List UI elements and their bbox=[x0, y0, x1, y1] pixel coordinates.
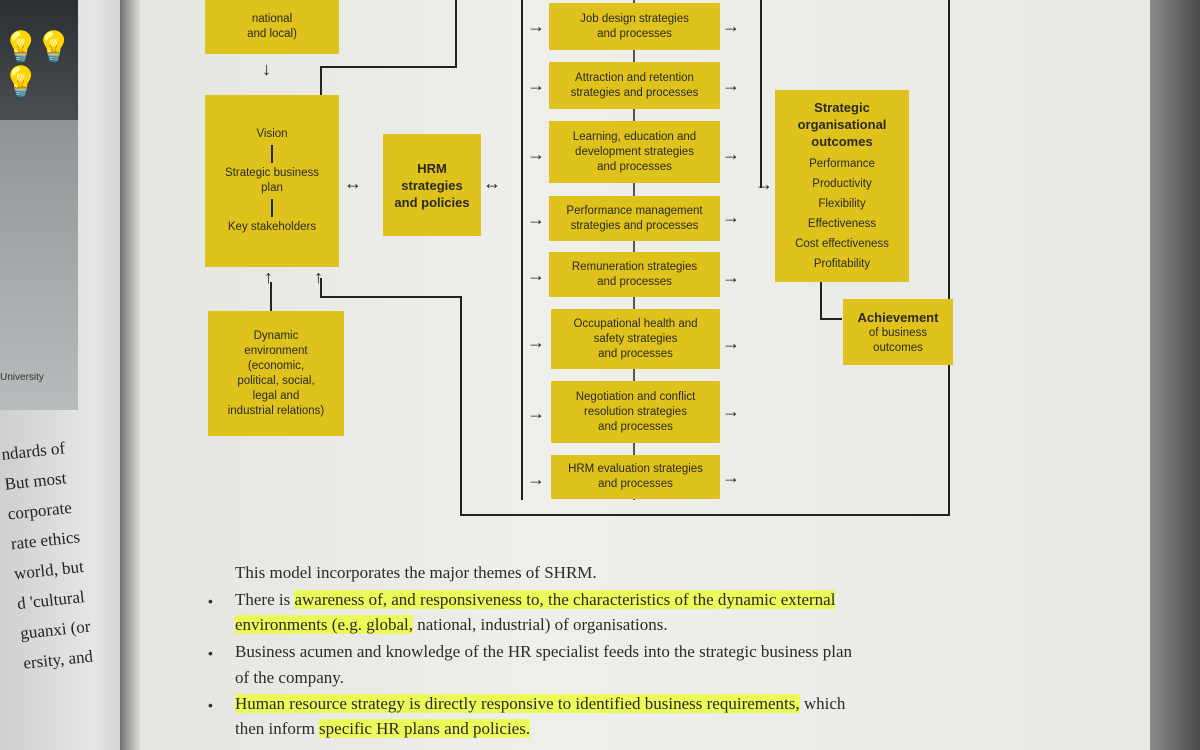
highlighted-text: awareness of, and responsiveness to, the characteristics of the dynamic external bbox=[294, 590, 836, 609]
left-line: rate ethics bbox=[9, 527, 81, 554]
left-page-text bbox=[0, 429, 134, 679]
strategy-line: safety strategies bbox=[593, 332, 678, 345]
strategy-line: development strategies bbox=[575, 145, 694, 158]
left-line: ersity, and bbox=[22, 646, 94, 673]
strategy-box bbox=[551, 381, 720, 443]
arrow-right-icon: → bbox=[722, 75, 740, 95]
environment-line: political, social, bbox=[237, 374, 315, 387]
strategy-line: Job design strategies bbox=[580, 12, 689, 25]
left-page bbox=[0, 0, 135, 750]
bullet-text-3-cont bbox=[235, 719, 530, 739]
strategy-box bbox=[549, 62, 720, 109]
strategy-line: Remuneration strategies bbox=[571, 260, 698, 273]
strategy-line: strategies and processes bbox=[570, 86, 699, 99]
outcome-item: Cost effectiveness bbox=[795, 237, 889, 250]
left-line: ndards of bbox=[0, 438, 66, 464]
strategy-box bbox=[551, 455, 720, 499]
outcome-item: Flexibility bbox=[818, 197, 866, 210]
connector-top-h bbox=[320, 66, 457, 68]
vision-box bbox=[205, 95, 339, 267]
double-arrow-icon: ↔ bbox=[344, 173, 362, 193]
outcomes-title: Strategic bbox=[814, 99, 870, 115]
connector-top bbox=[455, 0, 457, 66]
environment-line: industrial relations) bbox=[227, 404, 325, 417]
arrow-right-icon: → bbox=[722, 16, 740, 36]
strategy-line: strategies and processes bbox=[570, 219, 699, 232]
strategy-line: Negotiation and conflict bbox=[575, 390, 696, 403]
bullet-text-1-cont bbox=[235, 615, 668, 635]
divider-line bbox=[271, 199, 273, 217]
context-line: and local) bbox=[247, 28, 297, 40]
strategy-box bbox=[549, 196, 720, 241]
outcomes-bus bbox=[760, 0, 762, 188]
achievement-box bbox=[843, 299, 953, 365]
left-page-photo bbox=[0, 0, 78, 120]
left-page-caption: University bbox=[0, 372, 44, 383]
left-line: d 'cultural bbox=[16, 587, 86, 614]
outcome-item: Performance bbox=[809, 157, 875, 170]
environment-line: legal and bbox=[252, 389, 300, 402]
lightbulbs-icon: 💡💡💡 bbox=[2, 31, 69, 99]
environment-line: environment bbox=[244, 344, 308, 357]
hrm-line: strategies bbox=[401, 177, 463, 193]
feedback-line-h bbox=[322, 296, 462, 298]
double-arrow-icon: ↔ bbox=[483, 173, 501, 193]
achievement-line: outcomes bbox=[873, 341, 923, 354]
arrow-down-icon: ↓ bbox=[262, 59, 271, 79]
strategy-line: and processes bbox=[597, 275, 672, 288]
context-line: national bbox=[251, 13, 293, 25]
context-box bbox=[205, 0, 339, 54]
outcome-item: Effectiveness bbox=[807, 217, 877, 230]
text-span: then inform bbox=[235, 719, 320, 738]
arrow-right-icon: → bbox=[527, 332, 545, 352]
highlighted-text: Human resource strategy is directly responsive to identified business requirements, bbox=[235, 694, 800, 713]
hrm-box bbox=[383, 134, 481, 236]
strategy-line: and processes bbox=[597, 27, 672, 40]
text-span: There is bbox=[235, 590, 295, 609]
strategy-box bbox=[551, 309, 720, 369]
strategy-line: and processes bbox=[597, 160, 672, 173]
bullet-text-2: Business acumen and knowledge of the HR specialist feeds into the strategic business plan bbox=[235, 642, 853, 661]
outcomes-title: outcomes bbox=[811, 133, 873, 149]
arrow-right-icon: → bbox=[722, 333, 740, 353]
arrow-right-icon: → bbox=[722, 207, 740, 227]
background-edge bbox=[1150, 0, 1200, 750]
environment-line: (economic, bbox=[247, 359, 305, 372]
left-line: world, but bbox=[13, 557, 85, 584]
strategy-line: Attraction and retention bbox=[575, 71, 694, 84]
vision-label: Vision bbox=[256, 128, 288, 140]
strategy-line: Occupational health and bbox=[573, 317, 698, 330]
strategy-line: and processes bbox=[598, 347, 673, 360]
text-span: national, industrial) of organisations. bbox=[413, 615, 668, 634]
connector-top-v bbox=[320, 66, 322, 96]
strategy-line: and processes bbox=[598, 478, 673, 490]
text-span: which bbox=[799, 694, 846, 713]
arrow-right-icon: → bbox=[527, 209, 545, 229]
bullet-icon: • bbox=[208, 645, 213, 661]
arrow-right-icon: → bbox=[722, 267, 740, 287]
feedback-line-v bbox=[460, 296, 462, 516]
hrm-line: HRM bbox=[417, 160, 447, 176]
environment-box bbox=[208, 311, 344, 436]
bullet-icon: • bbox=[208, 697, 213, 713]
strategy-box bbox=[549, 3, 720, 50]
arrow-up-icon: ↑ bbox=[264, 267, 273, 287]
intro-text: This model incorporates the major themes of SHRM. bbox=[235, 563, 597, 582]
bullet-text-2-cont: of the company. bbox=[235, 668, 344, 687]
strategy-line: HRM evaluation strategies bbox=[568, 463, 703, 475]
strategy-line: resolution strategies bbox=[584, 405, 687, 418]
achievement-line: of business bbox=[868, 326, 928, 339]
arrow-right-icon: → bbox=[527, 403, 545, 423]
left-line: corporate bbox=[6, 497, 73, 524]
strategy-box bbox=[549, 252, 720, 297]
divider-line bbox=[271, 145, 273, 163]
arrow-right-icon: → bbox=[527, 16, 545, 36]
arrow-right-icon: → bbox=[722, 144, 740, 164]
outcome-item: Productivity bbox=[812, 177, 872, 190]
bullet-text-3 bbox=[235, 694, 845, 714]
bullet-text-1 bbox=[235, 590, 835, 610]
achievement-title: Achievement bbox=[857, 309, 939, 325]
arrow-right-icon: → bbox=[722, 401, 740, 421]
strategies-bus-left bbox=[521, 0, 523, 500]
arrow-right-icon: → bbox=[755, 174, 773, 194]
left-page-image bbox=[0, 120, 78, 410]
arrow-up-icon: ↑ bbox=[314, 267, 323, 287]
strategic-plan-label: Strategic business plan bbox=[225, 167, 319, 194]
strategy-line: Learning, education and bbox=[572, 130, 697, 143]
bullet-icon: • bbox=[208, 593, 213, 609]
outcome-item: Profitability bbox=[813, 257, 871, 270]
strategy-line: Performance management bbox=[566, 204, 703, 217]
arrow-right-icon: → bbox=[527, 469, 545, 489]
achievement-connector bbox=[820, 282, 822, 318]
feedback-line-bottom bbox=[460, 514, 950, 516]
arrow-right-icon: → bbox=[527, 75, 545, 95]
left-line: But most bbox=[3, 468, 68, 494]
feedback-line-right bbox=[948, 0, 950, 516]
strategy-box bbox=[549, 121, 720, 183]
arrow-right-icon: → bbox=[722, 467, 740, 487]
highlighted-text: environments (e.g. global, bbox=[235, 615, 413, 634]
outcomes-title: organisational bbox=[797, 116, 887, 132]
highlighted-text: specific HR plans and policies. bbox=[319, 719, 531, 738]
left-line: guanxi (or bbox=[19, 616, 92, 643]
stakeholders-label: Key stakeholders bbox=[227, 221, 317, 233]
arrow-right-icon: → bbox=[527, 265, 545, 285]
hrm-line: and policies bbox=[394, 194, 470, 210]
achievement-connector-h bbox=[820, 318, 842, 320]
strategy-line: and processes bbox=[598, 420, 673, 433]
outcomes-box bbox=[775, 90, 909, 282]
environment-line: Dynamic bbox=[253, 329, 299, 342]
arrow-right-icon: → bbox=[527, 144, 545, 164]
book-gutter bbox=[120, 0, 142, 750]
